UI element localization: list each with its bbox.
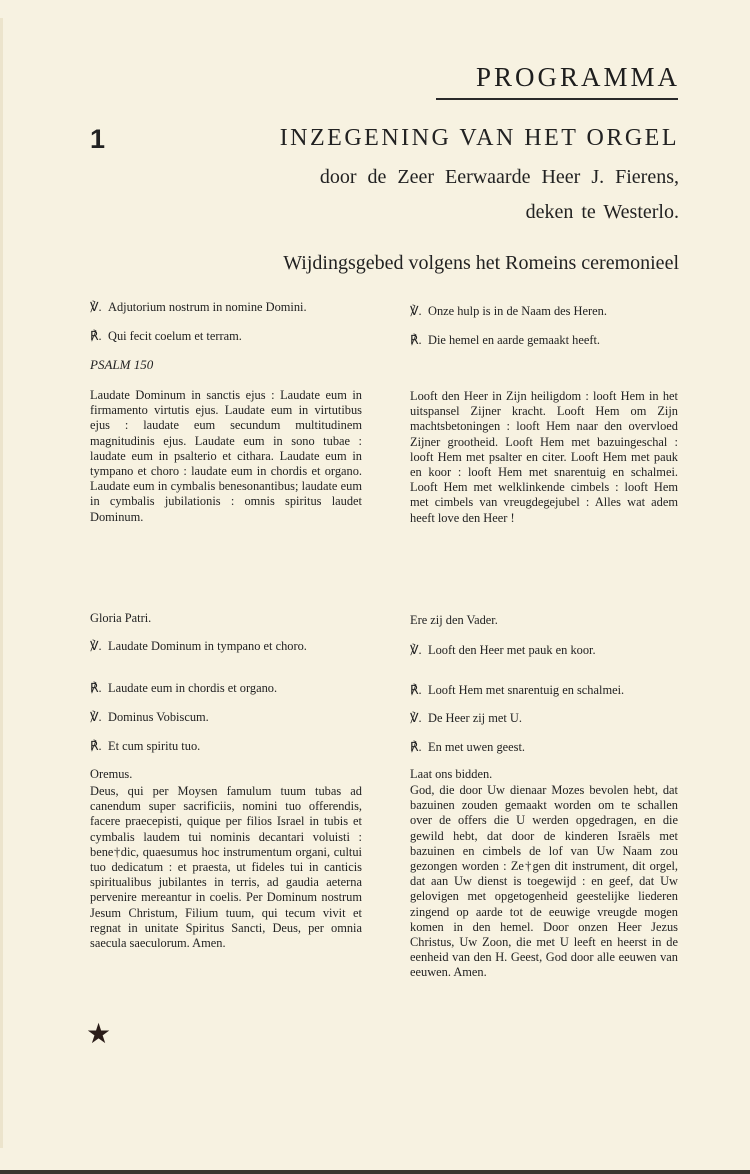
response-symbol: ℟.	[90, 739, 102, 753]
response-symbol: ℟.	[410, 683, 422, 697]
versicle-symbol: ℣.	[90, 300, 102, 314]
dutch-response-3: ℟. En met uwen geest.	[410, 740, 526, 754]
response-symbol: ℟.	[410, 740, 422, 754]
latin-gloria: Gloria Patri.	[90, 611, 152, 625]
programma-heading: PROGRAMMA	[475, 62, 680, 92]
latin-response-1: ℟. Qui fecit coelum et terram.	[90, 329, 242, 343]
item-number: 1	[90, 124, 106, 154]
dutch-oremus: Laat ons bidden.	[410, 767, 493, 781]
dutch-response-1: ℟. Die hemel en aarde gemaakt heeft.	[410, 333, 600, 347]
versicle-symbol: ℣.	[90, 639, 102, 653]
latin-prayer: Deus, qui per Moysen famulum tuum tubas ad canendum super sacrificiis, nomini tuo offerendis, facere praecepisti, quique per filios Israel in tubis et cymbalis laudem tui nominis decantari voluisti : bene†dic, quaesumus hoc instrumentum organi, cultui tuo dedicatum : et praesta, ut fideles tui in canticis spiritualibus jubilantes in terris, ad gaudia aeterna pervenire mereantur in coelis. Per Dominum nostrum Jesum Christum, Filium tuum, qui tecum vivit et regnat in unitate Spiritus Sancti, Deus, per omnia saecula saeculorum. Amen.	[90, 784, 362, 951]
dutch-gloria: Ere zij den Vader.	[410, 613, 498, 627]
dutch-prayer: God, die door Uw dienaar Mozes bevolen hebt, dat bazuinen zouden gemaakt worden om te schallen over de offers die U werden opgedragen, en die gewild hebt, dat door de kinderen Israëls met bazuinen en cimbels de lof van Uw Naam zou gezongen worden : Ze†gen dit instrument, dit orgel, dat aan Uw dienst is toegewijd : en geef, dat Uw gelovigen met opgetogenheid geestelijke liederen zingend op aarde tot de eeuwige vreugde mogen komen in den hemel. Door onzen Heer Jezus Christus, Uw Zoon, die met U leeft en heerst in de eenheid van den H. Geest, God door alle eeuwen van eeuwen. Amen.	[410, 783, 678, 980]
response-symbol: ℟.	[90, 329, 102, 343]
latin-versicle-1: ℣. Adjutorium nostrum in nomine Domini.	[90, 300, 307, 314]
paper-edge	[0, 18, 3, 1148]
versicle-symbol: ℣.	[90, 710, 102, 724]
versicle-symbol: ℣.	[410, 643, 422, 657]
officiant-role: deken te Westerlo.	[525, 201, 679, 223]
versicle-symbol: ℣.	[410, 711, 422, 725]
versicle-symbol: ℣.	[410, 304, 422, 318]
latin-psalm-text: Laudate Dominum in sanctis ejus : Laudate eum in firmamento virtutis ejus. Laudate eum in virtutibus ejus : laudate eum secundum multitudinem magnitudinis ejus. Laudate eum in sono tubae : laudate eum in psalterio et cithara. Laudate eum in tympano et choro : laudate eum in chordis et organo. Laudate eum in cymbalis benesonantibus; laudate eum in cymbalis jubilationis : omnis spiritus laudet Dominum.	[90, 388, 362, 524]
latin-versicle-3: ℣. Dominus Vobiscum.	[90, 710, 209, 724]
latin-response-3: ℟. Et cum spiritu tuo.	[90, 739, 201, 753]
prayer-subtitle: Wijdingsgebed volgens het Romeins ceremonieel	[283, 252, 679, 274]
bottom-edge	[0, 1170, 750, 1174]
latin-oremus: Oremus.	[90, 767, 133, 781]
latin-versicle-2: ℣. Laudate Dominum in tympano et choro.	[90, 639, 307, 653]
latin-response-2: ℟. Laudate eum in chordis et organo.	[90, 681, 278, 695]
star-ornament: ★	[86, 1019, 112, 1050]
dutch-versicle-3: ℣. De Heer zij met U.	[410, 711, 522, 725]
officiant-line: door de Zeer Eerwaarde Heer J. Fierens,	[319, 166, 679, 188]
heading-underline	[436, 98, 678, 100]
response-symbol: ℟.	[90, 681, 102, 695]
response-symbol: ℟.	[410, 333, 422, 347]
dutch-response-2: ℟. Looft Hem met snarentuig en schalmei.	[410, 683, 625, 697]
dutch-versicle-2: ℣. Looft den Heer met pauk en koor.	[410, 643, 596, 657]
dutch-psalm-text: Looft den Heer in Zijn heiligdom : looft Hem in het uitspansel Zijner kracht. Looft Hem om Zijn machtsbetoningen : looft Hem naar den overvloed Zijner grootheid. Looft Hem met bazuingeschal : looft Hem met psalter en citer. Looft Hem met pauk en koor : looft Hem met snarentuig en schalmei. Looft Hem met welklinkende cimbels : looft Hem met cimbels van vreugdegejubel : Alles wat adem heeft love den Heer !	[410, 389, 678, 525]
item-title: INZEGENING VAN HET ORGEL	[279, 125, 679, 151]
dutch-versicle-1: ℣. Onze hulp is in de Naam des Heren.	[410, 304, 607, 318]
psalm-heading: PSALM 150	[90, 357, 154, 372]
